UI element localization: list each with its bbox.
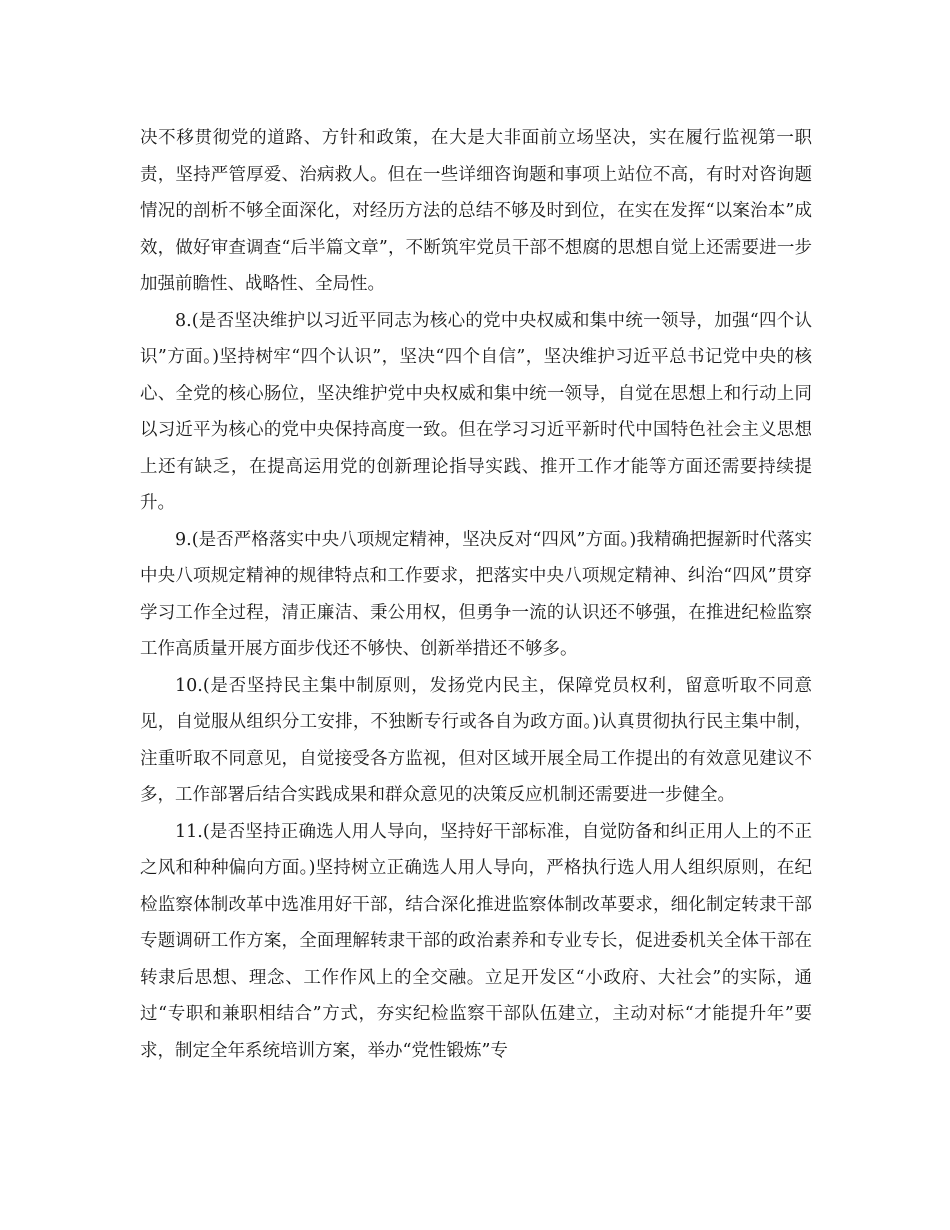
paragraph-item-11: 11.(是否坚持正确选人用人导向，坚持好干部标准，自觉防备和纠正用人上的不正之风和种种偏向方面。)坚持树立正确选人用人导向，严格执行选人用人组织原则，在纪检监察体制改革中选准用好干部，结合深化推进监察体制改革要求，细化制定转隶干部专题调研工作方案，全面理解转隶干部的政治素养和专业专长，促进委机关全体干部在转隶后思想、理念、工作作风上的全交融。立足开发区“小政府、大社会”的实际，通过“专职和兼职相结合”方式，夯实纪检监察干部队伍建立，主动对标“才能提升年”要求，制定全年系统培训方案，举办“党性锻炼”专 (140, 821, 812, 1061)
paragraph-continued: 决不移贯彻党的道路、方针和政策，在大是大非面前立场坚决，实在履行监视第一职责，坚持严管厚爱、治病救人。但在一些详细咨询题和事项上站位不高，有时对咨询题情况的剖析不够全面深化，对经历方法的总结不够及时到位，在实在发挥“以案治本”成效，做好审查调查“后半篇文章”，不断筑牢党员干部不想腐的思想自觉上还需要进一步加强前瞻性、战略性、全局性。 (140, 128, 812, 294)
paragraph-item-9: 9.(是否严格落实中央八项规定精神，坚决反对“四风”方面。)我精确把握新时代落实中央八项规定精神的规律特点和工作要求，把落实中央八项规定精神、纠治“四风”贯穿学习工作全过程，清正廉洁、秉公用权，但勇争一流的认识还不够强，在推进纪检监察工作高质量开展方面步伐还不够快、创新举措还不够多。 (140, 529, 812, 659)
paragraph-item-8: 8.(是否坚决维护以习近平同志为核心的党中央权威和集中统一领导，加强“四个认识”方面。)坚持树牢“四个认识”，坚决“四个自信”，坚决维护习近平总书记党中央的核心、全党的核心肠位，坚决维护党中央权威和集中统一领导，自觉在思想上和行动上同以习近平为核心的党中央保持高度一致。但在学习习近平新时代中国特色社会主义思想上还有缺乏，在提高运用党的创新理论指导实践、推开工作才能等方面还需要持续提升。 (140, 310, 812, 513)
paragraph-item-10: 10.(是否坚持民主集中制原则，发扬党内民主，保障党员权利，留意听取不同意见，自觉服从组织分工安排，不独断专行或各自为政方面。)认真贯彻执行民主集中制，注重听取不同意见，自觉接受各方监视，但对区域开展全局工作提出的有效意见建议不多，工作部署后结合实践成果和群众意见的决策反应机制还需要进一步健全。 (140, 675, 812, 805)
document-body (140, 120, 812, 1069)
